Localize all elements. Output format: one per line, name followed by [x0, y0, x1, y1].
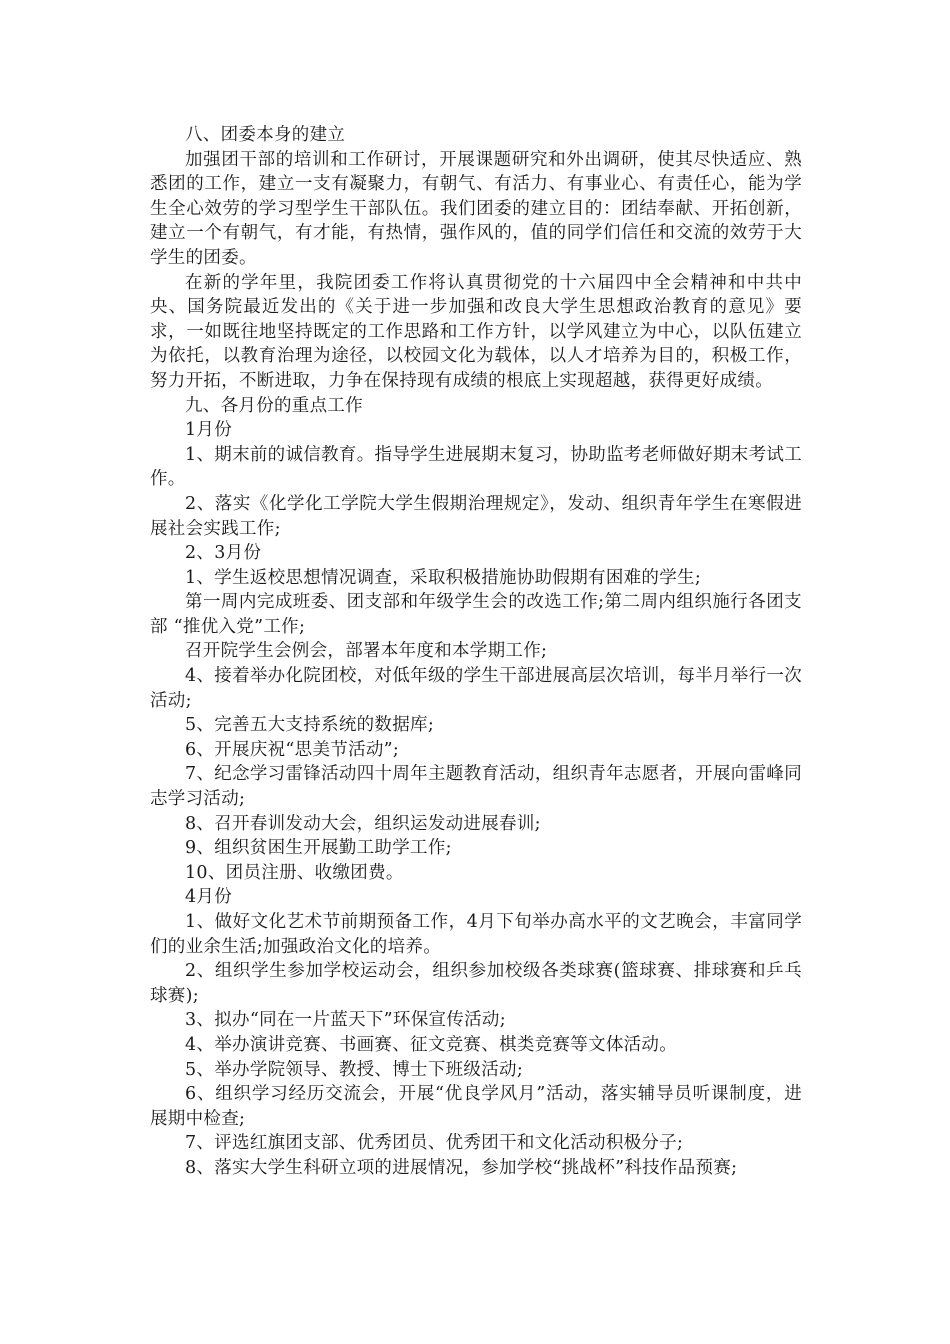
month-heading-feb-march: 2、3月份	[185, 543, 262, 564]
month-heading-january: 1月份	[185, 420, 233, 441]
list-item: 1、做好文化艺术节前期预备工作，4月下旬举办高水平的文艺晚会，丰富同学们的业余生活;加强政治文化的培养。	[150, 912, 802, 957]
document-body	[150, 123, 802, 1181]
list-item: 7、纪念学习雷锋活动四十周年主题教育活动，组织青年志愿者，开展向雷峰同志学习活动;	[150, 764, 802, 810]
list-item: 4、举办演讲竞赛、书画赛、征文竞赛、棋类竞赛等文体活动。	[185, 1034, 678, 1055]
list-item: 召开院学生会例会，部署本年度和本学期工作;	[185, 641, 548, 662]
list-item: 5、举办学院领导、教授、博士下班级活动;	[185, 1059, 524, 1080]
list-item: 1、期末前的诚信教育。指导学生进展期末复习，协助监考老师做好期末考试工作。	[150, 444, 802, 490]
section-heading-monthly-work: 九、各月份的重点工作	[185, 395, 363, 416]
paragraph: 在新的学年里，我院团委工作将认真贯彻党的十六届四中全会精神和中共中央、国务院最近发出的《关于进一步加强和改良大学生思想政治教育的意见》要求，一如既往地坚持既定的工作思路和工作方针，以学风建立为中心，以队伍建立为依托，以教育治理为途径，以校园文化为载体，以人才培养为目的，积极工作，努力开拓，不断进取，力争在保持现有成绩的根底上实现超越，获得更好成绩。	[150, 272, 802, 391]
list-item: 3、拟办“同在一片蓝天下”环保宣传活动;	[185, 1010, 506, 1031]
list-item: 7、评选红旗团支部、优秀团员、优秀团干和文化活动积极分子;	[185, 1133, 684, 1154]
list-item: 6、开展庆祝“思美节活动”;	[185, 739, 400, 760]
list-item: 6、组织学习经历交流会，开展“优良学风月”活动，落实辅导员听课制度，进展期中检查;	[150, 1084, 802, 1129]
month-heading-april: 4月份	[185, 887, 233, 908]
list-item: 8、落实大学生科研立项的进展情况，参加学校“挑战杯”科技作品预赛;	[185, 1157, 738, 1178]
list-item: 5、完善五大支持系统的数据库;	[185, 715, 435, 736]
section-heading-team-building: 八、团委本身的建立	[185, 125, 346, 145]
list-item: 2、组织学生参加学校运动会，组织参加校级各类球赛(篮球赛、排球赛和乒乓球赛);	[150, 961, 802, 1006]
list-item: 4、接着举办化院团校，对低年级的学生干部进展高层次培训，每半月举行一次活动;	[150, 666, 802, 711]
list-item: 第一周内完成班委、团支部和年级学生会的改选工作;第二周内组织施行各团支部 “推优入党”工作;	[150, 592, 802, 637]
paragraph: 加强团干部的培训和工作研讨，开展课题研究和外出调研，使其尽快适应、熟悉团的工作，建立一支有凝聚力，有朝气、有活力、有事业心、有责任心，能为学生全心效劳的学习型学生干部队伍。我们团委的建立目的：团结奉献、开拓创新，建立一个有朝气，有才能，有热情，强作风的，值的同学们信任和交流的效劳于大学生的团委。	[150, 149, 802, 268]
list-item: 1、学生返校思想情况调查，采取积极措施协助假期有困难的学生;	[185, 567, 702, 588]
list-item: 8、召开春训发动大会，组织运发动进展春训;	[185, 813, 541, 834]
list-item: 2、落实《化学化工学院大学生假期治理规定》，发动、组织青年学生在寒假进展社会实践工作;	[150, 493, 802, 539]
list-item: 9、组织贫困生开展勤工助学工作;	[185, 838, 452, 859]
list-item: 10、团员注册、收缴团费。	[185, 862, 404, 883]
